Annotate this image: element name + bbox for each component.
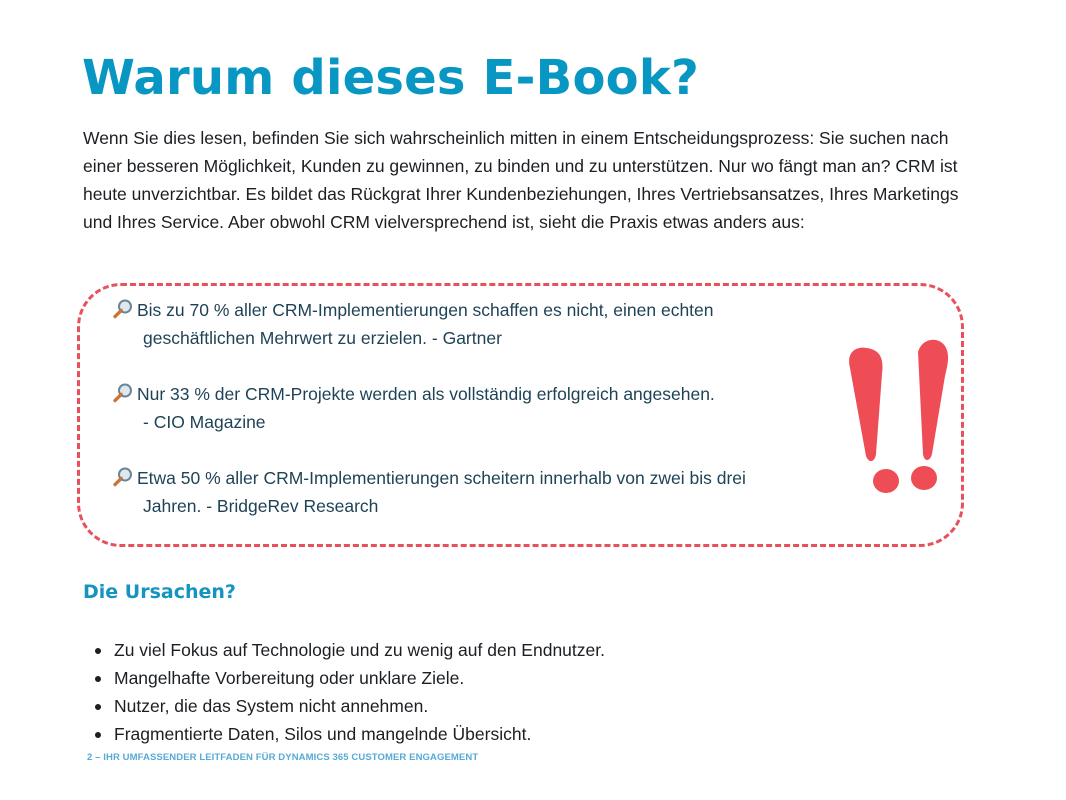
list-item: Nutzer, die das System nicht annehmen. [92,692,892,720]
statistic-text-line2: - CIO Magazine [143,412,266,432]
page-title: Warum dieses E-Book? [82,50,699,106]
magnifier-icon [112,298,134,320]
statistic-item [112,380,832,436]
statistic-item [112,296,832,352]
magnifier-icon [112,382,134,404]
causes-list [92,636,892,748]
statistic-text-line2: Jahren. - BridgeRev Research [143,496,379,516]
double-exclamation-icon [842,334,954,500]
magnifier-icon [112,466,134,488]
list-item: Mangelhafte Vorbereitung oder unklare Ziele. [92,664,892,692]
list-item: Fragmentierte Daten, Silos und mangelnde Übersicht. [92,720,892,748]
section-title-causes: Die Ursachen? [83,581,236,603]
page-footer: 2 – IHR UMFASSENDER LEITFADEN FÜR DYNAMICS 365 CUSTOMER ENGAGEMENT [87,752,479,763]
statistic-text-line1: Nur 33 % der CRM-Projekte werden als vollständig erfolgreich angesehen. [137,384,715,404]
statistic-text-line1: Etwa 50 % aller CRM-Implementierungen scheitern innerhalb von zwei bis drei [137,468,746,488]
intro-paragraph: Wenn Sie dies lesen, befinden Sie sich wahrscheinlich mitten in einem Entscheidungsprozess: Sie suchen nach einer besseren Möglichkeit, Kunden zu gewinnen, zu binden und zu unterstützen. Nur wo fängt man an? CRM ist heute unverzichtbar. Es bildet das Rückgrat Ihrer Kundenbeziehungen, Ihres Vertriebsansatzes, Ihres Marketings und Ihres Service. Aber obwohl CRM vielversprechend ist, sieht die Praxis etwas anders aus: [83,128,959,232]
statistic-item [112,464,832,520]
statistic-text-line2: geschäftlichen Mehrwert zu erzielen. - Gartner [143,328,502,348]
list-item: Zu viel Fokus auf Technologie und zu wenig auf den Endnutzer. [92,636,892,664]
statistic-text-line1: Bis zu 70 % aller CRM-Implementierungen schaffen es nicht, einen echten [137,300,714,320]
